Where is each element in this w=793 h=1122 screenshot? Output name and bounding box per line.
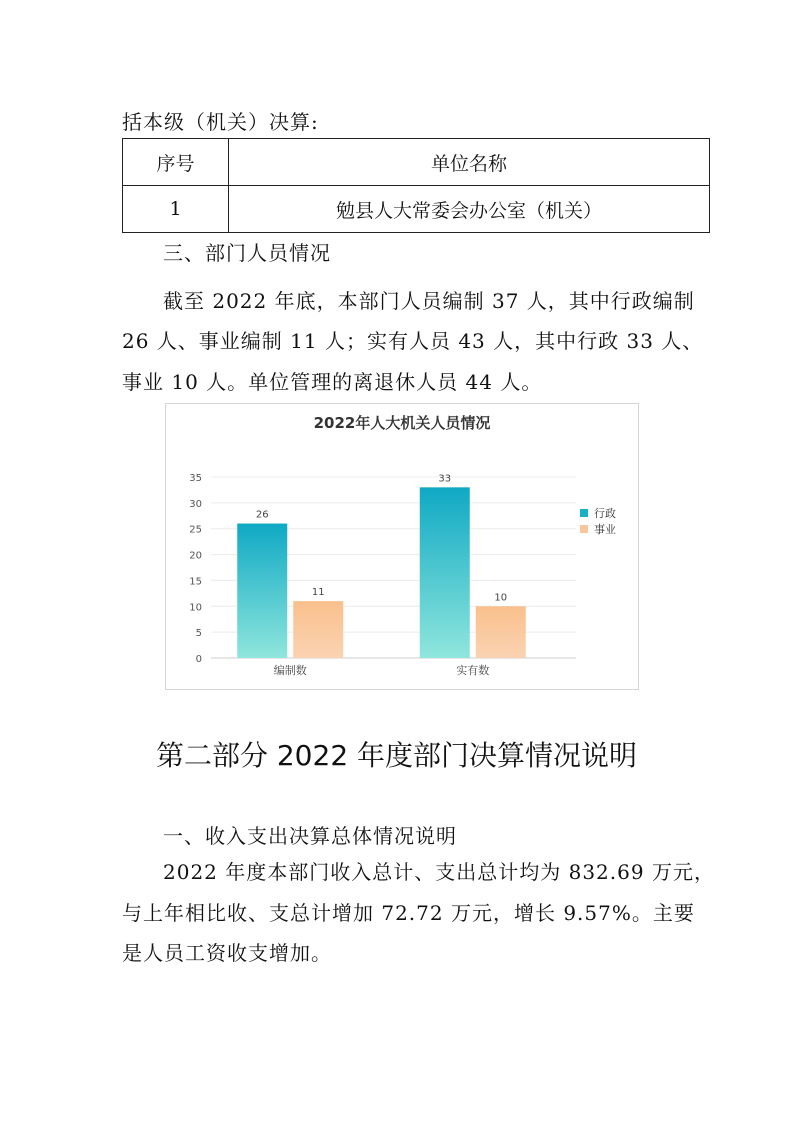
intro-fragment: 括本级（机关）决算:: [122, 110, 319, 134]
x-tick-label: 编制数: [273, 664, 307, 677]
data-label: 33: [438, 473, 452, 485]
staff-paragraph-line-1: 截至 2022 年底，本部门人员编制 37 人，其中行政编制: [163, 289, 695, 313]
y-tick-label: 15: [189, 576, 202, 588]
bar: [237, 524, 287, 658]
bar: [293, 601, 343, 658]
data-label: 11: [311, 587, 325, 599]
unit-table: [122, 138, 710, 233]
col-header-index: 序号: [123, 139, 229, 186]
bar: [476, 606, 526, 658]
section-heading-staff: 三、部门人员情况: [163, 241, 331, 265]
section-heading-income: 一、收入支出决算总体情况说明: [163, 824, 457, 848]
legend-swatch: [580, 525, 588, 533]
income-paragraph-line-2: 与上年相比收、支总计增加 72.72 万元，增长 9.57%。主要: [122, 901, 695, 925]
legend-swatch: [580, 509, 588, 517]
y-tick-label: 5: [195, 628, 202, 640]
col-header-unit-name: 单位名称: [229, 139, 710, 186]
staff-chart: [165, 403, 639, 690]
cell-index: 1: [123, 186, 229, 233]
income-paragraph-line-1: 2022 年度本部门收入总计、支出总计均为 832.69 万元，: [163, 860, 715, 884]
x-tick-label: 实有数: [456, 664, 490, 677]
staff-paragraph-line-2: 26 人、事业编制 11 人；实有人员 43 人，其中行政 33 人、: [122, 329, 704, 353]
income-paragraph-line-3: 是人员工资收支增加。: [122, 941, 332, 965]
y-tick-label: 25: [189, 524, 202, 536]
y-tick-label: 30: [189, 498, 202, 510]
legend-label: 行政: [594, 507, 616, 520]
staff-chart-svg: [166, 404, 638, 689]
chart-title: 2022年人大机关人员情况: [313, 414, 491, 432]
y-tick-label: 35: [189, 473, 202, 484]
data-label: 10: [494, 592, 508, 604]
y-tick-label: 20: [189, 550, 202, 562]
data-label: 26: [255, 509, 269, 521]
legend-label: 事业: [594, 523, 616, 536]
table-header-row: [123, 139, 710, 186]
staff-paragraph-line-3: 事业 10 人。单位管理的离退休人员 44 人。: [122, 370, 543, 394]
y-tick-label: 10: [189, 602, 202, 614]
y-tick-label: 0: [195, 654, 202, 665]
cell-unit-name: 勉县人大常委会办公室（机关）: [229, 186, 710, 233]
part-two-title: 第二部分 2022 年度部门决算情况说明: [155, 739, 638, 772]
table-row: [123, 186, 710, 233]
bar: [420, 487, 470, 658]
